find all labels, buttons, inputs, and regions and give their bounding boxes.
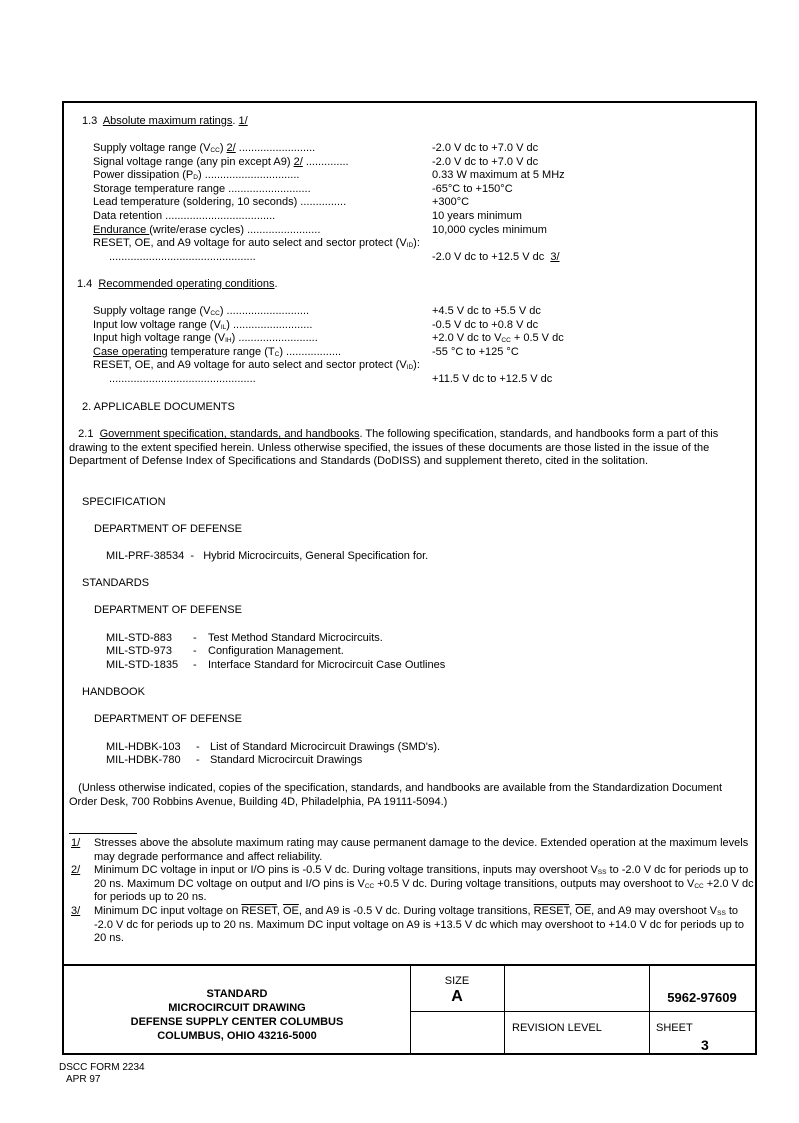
rating-label: Signal voltage range (any pin except A9) 2/ .............. xyxy=(93,155,349,168)
std-doc-id: MIL-STD-973 xyxy=(106,645,173,657)
rating-value: +300°C xyxy=(432,196,470,209)
hdbk-doc-title: Standard Microcircuit Drawings xyxy=(210,754,363,766)
rating-label: Endurance (write/erase cycles) ........................ xyxy=(93,223,321,236)
rating-label: Power dissipation $(P_D)$ ............................... xyxy=(93,169,300,182)
drawing-number: 5962-97609 xyxy=(667,990,737,1005)
form-id: DSCC FORM 2234 xyxy=(59,1062,145,1073)
rating-label: RESET, OE, and A9 voltage for auto select and sector protect $(V_{ID})$: xyxy=(93,237,420,250)
section-1-3-heading: 1.3 Absolute maximum ratings. 1/ xyxy=(82,115,248,127)
sheet-label: SHEET xyxy=(656,1022,693,1034)
rating-label: Supply voltage range $(V_{CC})$ 2/ ......................... xyxy=(93,142,316,154)
rating-value: -55 °C to +125 °C xyxy=(432,345,519,358)
dod-heading-spec: DEPARTMENT OF DEFENSE xyxy=(94,523,242,535)
size-value: A xyxy=(451,988,463,1005)
std-doc-title: Configuration Management. xyxy=(208,645,344,657)
hdbk-doc-dash: - xyxy=(196,754,200,766)
handbook-heading: HANDBOOK xyxy=(82,686,145,698)
rating-value: -0.5 V dc to +0.8 V dc xyxy=(432,318,539,331)
rating-value: +4.5 V dc to +5.5 V dc xyxy=(432,305,541,317)
rating-label: Storage temperature range ........................... xyxy=(93,182,311,195)
rating-label: Lead temperature (soldering, 10 seconds) ............... xyxy=(93,196,347,209)
specification-heading: SPECIFICATION xyxy=(82,496,166,508)
section-1-4-heading: 1.4 Recommended operating conditions. xyxy=(77,278,278,290)
rating-label: Input high voltage range $(V_{IH})$ .......................... xyxy=(93,332,318,345)
section-2-heading: 2. APPLICABLE DOCUMENTS xyxy=(82,401,235,413)
rating-value: -65°C to +150°C xyxy=(432,182,513,195)
section-2-1-paragraph: 2.1 Government specification, standards, and handbooks. The following specification, standards, and handbooks form a part of this drawing to the extent specified herein. Unless otherwise specified, the issues of these documents are those listed in the issue of the Department of Defense Index of Specifications and Standards (DoDISS) and supplement thereto, cited in the solitation. xyxy=(69,428,719,467)
form-date: APR 97 xyxy=(66,1074,101,1085)
rating-label: Case operating temperature range $(T_C)$ .................. xyxy=(93,345,342,358)
hdbk-doc-id: MIL-HDBK-103 xyxy=(106,741,181,753)
rating-label: Supply voltage range $(V_{CC})$ ........................... xyxy=(93,305,310,317)
drawing-type-line-2: MICROCIRCUIT DRAWING xyxy=(168,1002,306,1014)
rating-value: -2.0 V dc to +12.5 V dc 3/ xyxy=(432,250,560,263)
rating-label: Input low voltage range $(V_{IL})$ .......................... xyxy=(93,318,313,331)
rating-value: 10,000 cycles minimum xyxy=(432,223,547,236)
page-frame xyxy=(62,101,757,1055)
sheet-number: 3 xyxy=(701,1037,709,1053)
hdbk-doc-dash: - xyxy=(196,741,200,753)
std-doc-title: Test Method Standard Microcircuits. xyxy=(208,632,383,644)
footnote-1-number: 1/ xyxy=(71,837,81,849)
agency-name: DEFENSE SUPPLY CENTER COLUMBUS xyxy=(130,1016,344,1028)
rating-label: ................................................ xyxy=(109,373,256,385)
std-doc-id: MIL-STD-1835 xyxy=(106,659,179,671)
rating-value: -2.0 V dc to +7.0 V dc xyxy=(432,155,539,168)
rating-label: ................................................ xyxy=(109,250,256,263)
hdbk-doc-id: MIL-HDBK-780 xyxy=(106,754,181,766)
standards-heading: STANDARDS xyxy=(82,577,150,589)
std-doc-dash: - xyxy=(193,659,197,671)
rating-value: +2.0 V dc to $V_{CC} + 0.5$ V dc xyxy=(432,332,564,345)
footnote-1-text: Stresses above the absolute maximum rating may cause permanent damage to the device. Extended operation at the maximum levels may degrade performance and affect reliability. xyxy=(94,837,749,863)
footnote-3-text: Minimum DC input voltage on RESET, $\overline{OE}$, and A9 is -0.5 V dc. During voltage transitions, RESET, $\overline{OE}$, and A9 may overshoot $V_{SS}$ to -2.0 V dc for periods up to 20 ns. Maximum DC input voltage on A9 is +13.5 V dc which may overshoot to +14.0 V dc for periods up to 20 ns. xyxy=(94,905,744,944)
size-label: SIZE xyxy=(444,975,470,987)
footnote-3-number: 3/ xyxy=(71,905,81,917)
rating-value: +11.5 V dc to +12.5 V dc xyxy=(432,373,553,385)
std-doc-title: Interface Standard for Microcircuit Case Outlines xyxy=(208,659,446,671)
footnote-2-number: 2/ xyxy=(71,864,81,876)
rating-value: -2.0 V dc to +7.0 V dc xyxy=(432,142,539,154)
availability-paragraph: (Unless otherwise indicated, copies of the specification, standards, and handbooks are available from the Standardization Document Order Desk, 700 Robbins Avenue, Building 4D, Philadelphia, PA 19111-5094.) xyxy=(69,782,723,808)
spec-doc-row: MIL-PRF-38534 - Hybrid Microcircuits, General Specification for. xyxy=(106,550,429,562)
hdbk-doc-title: List of Standard Microcircuit Drawings (SMD's). xyxy=(210,741,441,753)
rating-label: RESET, OE, and A9 voltage for auto select and sector protect $(V_{ID})$: xyxy=(93,359,420,372)
dod-heading-handbook: DEPARTMENT OF DEFENSE xyxy=(94,713,242,725)
agency-address: COLUMBUS, OHIO 43216-5000 xyxy=(157,1030,317,1042)
drawing-type-line: STANDARD xyxy=(206,988,268,1000)
rating-value: 0.33 W maximum at 5 MHz xyxy=(432,169,565,182)
rating-label: Data retention .................................... xyxy=(93,210,276,222)
footnote-2-text: Minimum DC voltage in input or I/O pins is -0.5 V dc. During voltage transitions, inputs may overshoot $V_{SS}$ to -2.0 V dc for periods up to 20 ns. Maximum DC voltage on output and I/O pins is $V_{CC} +0.5$ V dc. During voltage transitions, outputs may overshoot to $V_{CC} +2.0$ V dc for periods up to 20 ns. xyxy=(94,864,754,903)
footnote-rule xyxy=(69,833,137,834)
revision-level-label: REVISION LEVEL xyxy=(512,1022,602,1034)
std-doc-dash: - xyxy=(193,645,197,657)
std-doc-dash: - xyxy=(193,632,197,644)
std-doc-id: MIL-STD-883 xyxy=(106,632,173,644)
rating-value: 10 years minimum xyxy=(432,210,522,222)
title-block xyxy=(64,964,755,1055)
dod-heading-standards: DEPARTMENT OF DEFENSE xyxy=(94,604,242,616)
agency-block xyxy=(64,987,410,1043)
